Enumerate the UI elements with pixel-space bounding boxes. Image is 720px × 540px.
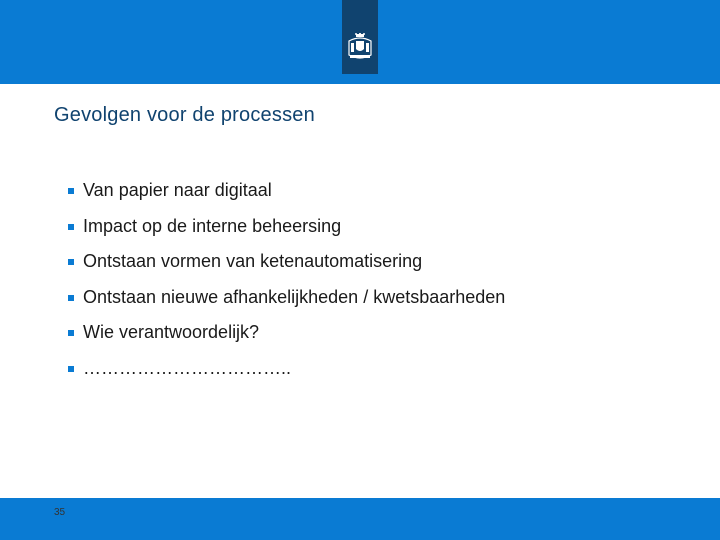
bullet-item: [68, 244, 505, 280]
square-bullet-icon: [68, 330, 74, 336]
coat-of-arms-icon: [346, 33, 374, 63]
bullet-item: [68, 351, 505, 387]
emblem-banner: [342, 0, 378, 74]
slide-title: Gevolgen voor de processen: [54, 104, 315, 126]
square-bullet-icon: [68, 224, 74, 230]
bullet-item: [68, 173, 505, 209]
bullet-item: [68, 280, 505, 316]
bullet-text: Van papier naar digitaal: [83, 180, 272, 201]
footer-bar: [0, 498, 720, 540]
square-bullet-icon: [68, 259, 74, 265]
bullet-text: Ontstaan nieuwe afhankelijkheden / kwetsbaarheden: [83, 286, 506, 307]
square-bullet-icon: [68, 295, 74, 301]
bullet-text: Impact op de interne beheersing: [83, 215, 342, 236]
bullet-text: Wie verantwoordelijk?: [83, 322, 260, 343]
bullet-text: ……………………………..: [83, 357, 292, 378]
header-bar: [0, 0, 720, 84]
bullet-item: [68, 209, 505, 245]
bullet-text: Ontstaan vormen van ketenautomatisering: [83, 251, 423, 272]
page-number: 35: [54, 507, 66, 518]
bullet-item: [68, 315, 505, 351]
bullet-list: [68, 173, 505, 386]
square-bullet-icon: [68, 366, 74, 372]
square-bullet-icon: [68, 188, 74, 194]
